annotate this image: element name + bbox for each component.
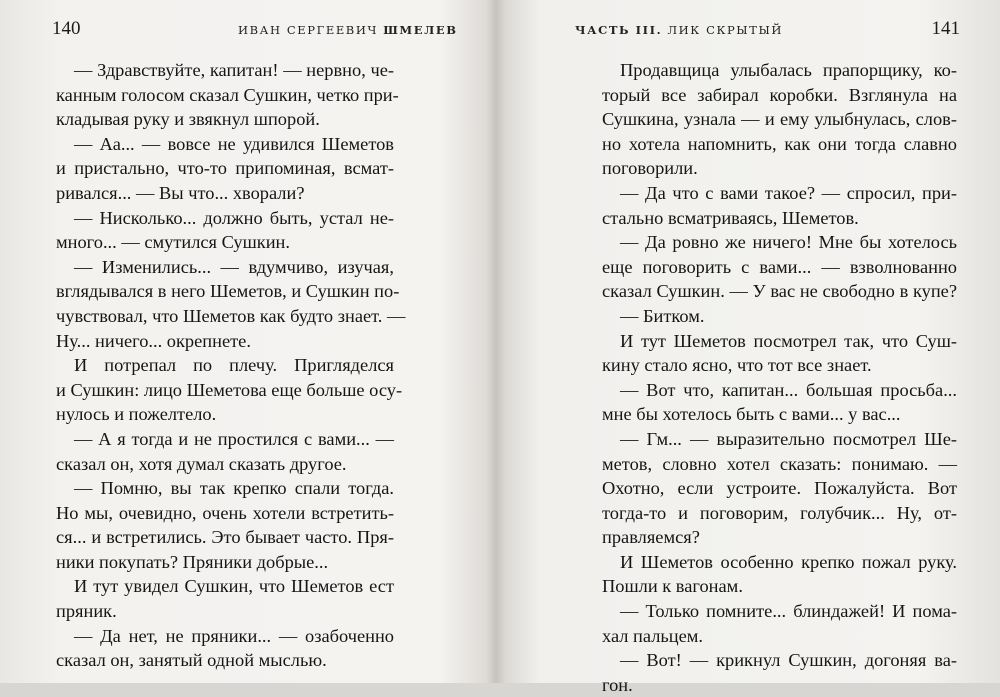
text-line: — А я тогда и не простился с вами... — [74, 428, 394, 449]
left-page-text [56, 58, 406, 673]
text-line: И Шеметов особенно крепко пожал руку. [620, 551, 957, 572]
text-line: гон. [602, 674, 633, 695]
text-line: вглядывался в него Шеметов, и Сушкин по- [56, 281, 400, 302]
text-line: еще поговорить с вами... — взволнованно [602, 256, 957, 277]
text-line: — Гм... — выразительно посмотрел Ше- [620, 428, 957, 449]
text-line: ники покупать? Пряники добрые... [56, 551, 329, 572]
text-line: И тут Шеметов посмотрел так, что Суш- [620, 330, 957, 351]
text-line: И тут увидел Сушкин, что Шеметов ест [74, 576, 394, 597]
text-line: мне бы хотелось быть с вами... у вас... [602, 404, 901, 425]
text-line: Сушкина, узнала — и ему улыбнулась, слов- [602, 109, 957, 130]
left-page-number: 140 [52, 18, 81, 39]
text-line: Охотно, если устроите. Пожалуйста. Вот [602, 478, 957, 499]
text-line: И потрепал по плечу. Пригляделся [74, 355, 394, 376]
text-line: — Вот! — крикнул Сушкин, догоняя ва- [620, 650, 957, 671]
text-line: метов, словно хотел сказать: понимаю. — [602, 453, 957, 474]
left-page-header [0, 18, 495, 44]
right-page-text [602, 58, 957, 697]
text-line: ся... и встретились. Это бывает часто. Пря- [56, 527, 394, 548]
text-line: много... — смутился Сушкин. [56, 232, 290, 253]
text-line: и Сушкин: лицо Шеметова еще больше осу- [56, 379, 403, 400]
text-line: — Да нет, не пряники... — озабоченно [74, 625, 394, 646]
right-page [505, 0, 1000, 695]
left-running-head [238, 23, 458, 37]
text-line: сказал он, занятый одной мыслью. [56, 650, 327, 671]
text-line: Продавщица улыбалась прапорщику, ко- [620, 60, 957, 80]
text-line: сказал Сушкин. — У вас не свободно в купе? [602, 281, 957, 302]
text-line: ривался... — Вы что... хворали? [56, 182, 305, 203]
text-line: — Да что с вами такое? — спросил, при- [620, 182, 957, 203]
right-running-head [575, 23, 783, 37]
running-head-part: ЧАСТЬ III. [575, 23, 663, 37]
text-line: пряник. [56, 601, 117, 622]
text-line: — Только помните... блиндажей! И пома- [620, 601, 957, 622]
text-line: но хотела напомнить, как они тогда славно [602, 133, 957, 154]
text-line: кладывая руку и звякнул шпорой. [56, 109, 320, 130]
running-head-title: ЛИК СКРЫТЫЙ [667, 23, 784, 37]
text-line: — Да ровно же ничего! Мне бы хотелось [620, 232, 957, 253]
text-line: Пошли к вагонам. [602, 576, 743, 597]
left-page [0, 0, 495, 683]
text-line: — Нисколько... должно быть, устал не- [74, 207, 394, 228]
text-line: Но мы, очевидно, очень хотели встретить- [56, 502, 394, 523]
running-head-surname: ШМЕЛЕВ [383, 23, 458, 37]
running-head-author: ИВАН СЕРГЕЕВИЧ [238, 23, 378, 37]
text-line: стально всматриваясь, Шеметов. [602, 207, 859, 228]
text-line: — Помню, вы так крепко спали тогда. [74, 478, 394, 499]
right-page-number: 141 [931, 18, 960, 39]
text-line: Ну... ничего... окрепнете. [56, 330, 251, 351]
text-line: — Здравствуйте, капитан! — нервно, че- [74, 60, 394, 80]
text-line: — Битком. [620, 305, 705, 326]
text-line: сказал он, хотя думал сказать другое. [56, 453, 347, 474]
text-line: — Аа... — вовсе не удивился Шеметов [74, 133, 394, 154]
text-line: нулось и пожелтело. [56, 404, 217, 425]
text-line: кину стало ясно, что тот все знает. [602, 355, 872, 376]
text-line: канным голосом сказал Сушкин, четко при- [56, 84, 399, 105]
right-page-header [505, 18, 1000, 44]
text-line: — Изменились... — вдумчиво, изучая, [74, 256, 394, 277]
text-line: тогда-то и поговорим, голубчик... Ну, от- [602, 502, 957, 523]
text-line: чувствовал, что Шеметов как будто знает. — [56, 305, 406, 326]
text-line: хал пальцем. [602, 625, 704, 646]
text-line: торый все забирал коробки. Взглянула на [602, 84, 957, 105]
text-line: и пристально, что-то припоминая, всмат- [56, 158, 394, 179]
text-line: поговорили. [602, 158, 698, 179]
text-line: правляемся? [602, 527, 700, 548]
text-line: — Вот что, капитан... большая просьба... [620, 379, 957, 400]
